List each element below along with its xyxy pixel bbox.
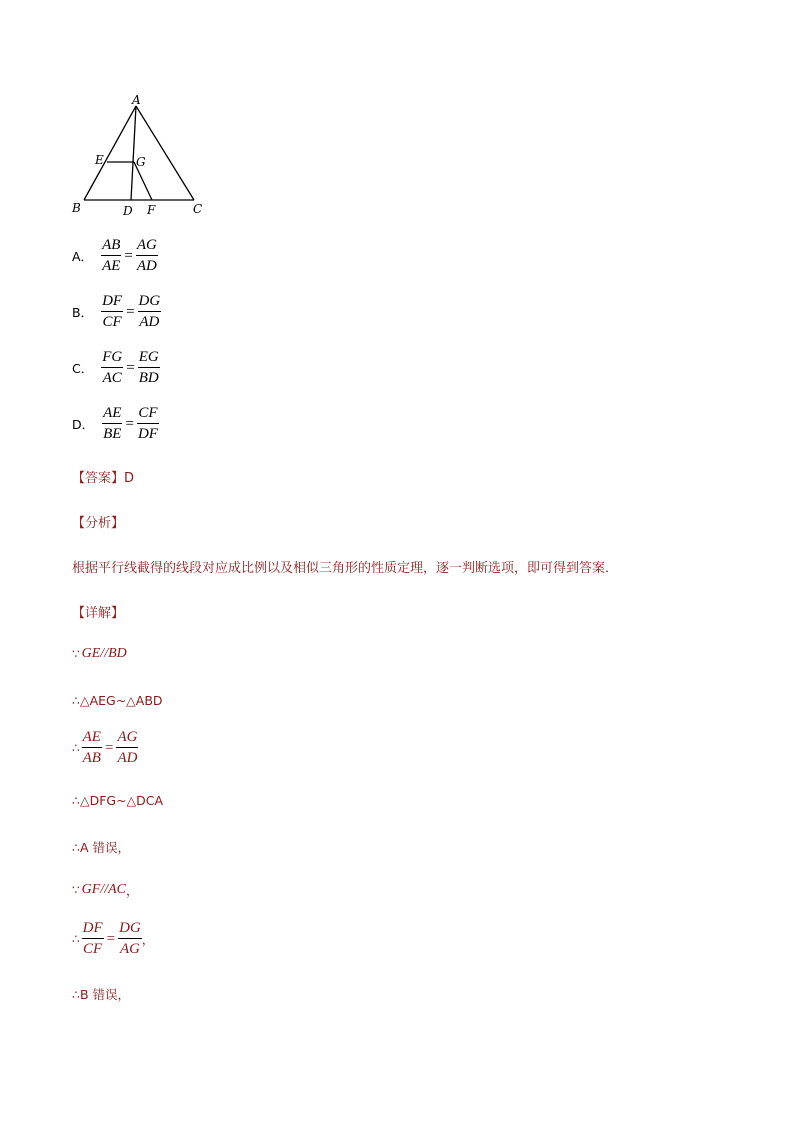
parallel-expression: GE//BD: [81, 646, 127, 661]
option-a: [72, 238, 158, 274]
detail-step-2: ∴△AEG~△ABD: [72, 693, 163, 708]
fraction: [118, 921, 142, 957]
analysis-label: 【分析】: [72, 516, 125, 531]
denominator: CF: [83, 941, 103, 957]
numerator: CF: [137, 406, 158, 424]
detail-label: 【详解】: [72, 606, 125, 621]
denominator: DF: [137, 426, 158, 442]
option-letter: A．: [72, 249, 94, 264]
therefore-symbol: ∴: [72, 932, 80, 946]
because-symbol: ∵: [72, 883, 80, 897]
label-c: C: [193, 202, 203, 216]
detail-step-6: [72, 881, 139, 899]
numerator: DG: [118, 921, 142, 939]
answer-label: 【答案】: [72, 471, 125, 486]
denominator: AE: [102, 258, 121, 274]
label-b: B: [72, 201, 81, 215]
fraction: [136, 238, 158, 274]
numerator: AG: [116, 730, 138, 748]
option-letter: C．: [72, 361, 94, 376]
fraction: [138, 350, 160, 386]
equals-sign: =: [104, 739, 114, 756]
denominator: BD: [138, 370, 159, 386]
fraction: [101, 350, 123, 386]
fraction: [102, 406, 122, 442]
comma: ，: [141, 932, 155, 947]
option-b: [72, 294, 161, 330]
fraction: [101, 294, 123, 330]
fraction: [138, 294, 162, 330]
numerator: AB: [101, 238, 121, 256]
fraction: [82, 921, 104, 957]
therefore-symbol: ∴: [72, 741, 80, 755]
label-e: E: [95, 153, 104, 167]
detail-step-8: ∴B 错误，: [72, 987, 131, 1002]
triangle-figure: [62, 92, 212, 222]
detail-step-7: [72, 921, 154, 957]
numerator: AG: [136, 238, 158, 256]
segment-ad: [131, 106, 136, 200]
option-letter: B．: [72, 305, 94, 320]
denominator: AC: [102, 370, 122, 386]
denominator: AB: [82, 750, 101, 766]
side-ab: [84, 106, 136, 200]
equals-sign: =: [126, 359, 135, 376]
label-a: A: [132, 93, 141, 107]
option-letter: D．: [72, 417, 95, 432]
equals-sign: =: [124, 247, 133, 264]
fraction: [137, 406, 159, 442]
numerator: FG: [101, 350, 123, 368]
answer-value: D: [124, 471, 135, 486]
label-d: D: [123, 204, 133, 218]
denominator: AD: [117, 750, 138, 766]
equals-sign: =: [106, 930, 116, 947]
numerator: DG: [138, 294, 162, 312]
detail-step-5: ∴A 错误，: [72, 840, 130, 855]
denominator: CF: [102, 314, 122, 330]
label-f: F: [147, 203, 156, 217]
analysis-text: 根据平行线截得的线段对应成比例以及相似三角形的性质定理，逐一判断选项，即可得到答案．: [72, 561, 619, 576]
fraction: [82, 730, 102, 766]
detail-step-4: ∴△DFG~△DCA: [72, 793, 164, 808]
numerator: EG: [138, 350, 160, 368]
option-c: [72, 350, 160, 386]
parallel-expression: GF//AC: [81, 882, 126, 897]
equals-sign: =: [126, 303, 135, 320]
comma: ，: [125, 883, 139, 898]
denominator: AD: [139, 314, 160, 330]
numerator: DF: [101, 294, 123, 312]
fraction: [116, 730, 138, 766]
detail-step-3: [72, 730, 138, 766]
triangle-diagram: [62, 92, 212, 222]
fraction: [101, 238, 121, 274]
numerator: AE: [82, 730, 102, 748]
detail-step-1: [72, 646, 127, 662]
denominator: BE: [103, 426, 122, 442]
answer-line: [72, 467, 134, 486]
because-symbol: ∵: [72, 647, 80, 661]
numerator: AE: [102, 406, 122, 424]
denominator: AD: [136, 258, 157, 274]
option-d: [72, 406, 159, 442]
denominator: AG: [119, 941, 140, 957]
equals-sign: =: [125, 415, 134, 432]
numerator: DF: [82, 921, 104, 939]
label-g: G: [136, 155, 146, 169]
